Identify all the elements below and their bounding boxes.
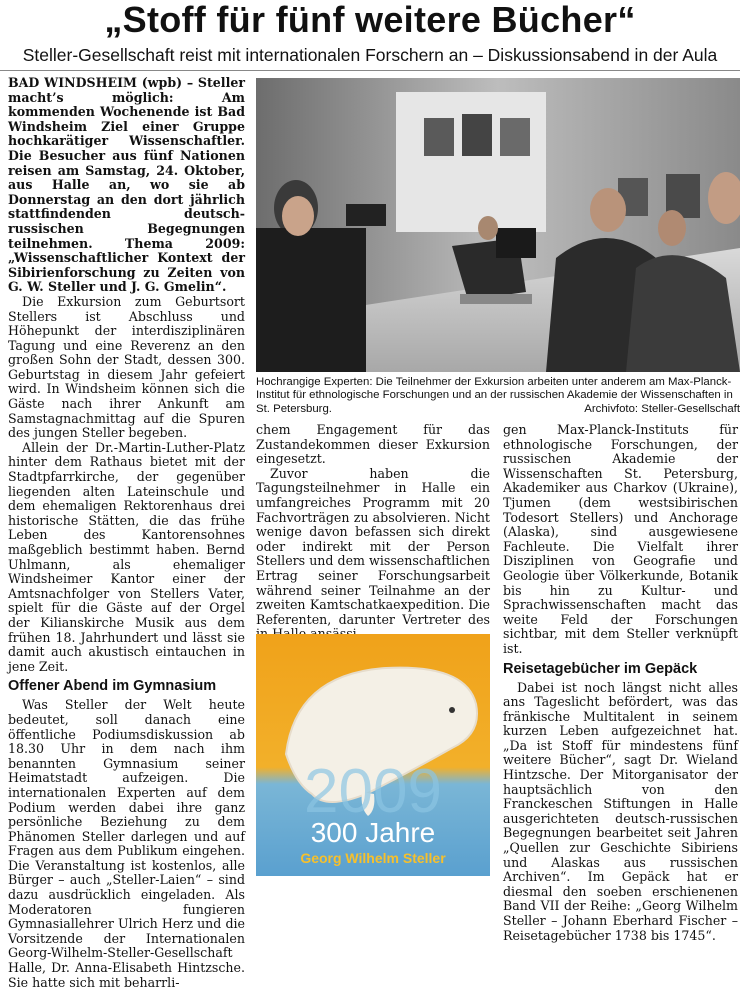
- conference-photo-image: [256, 78, 740, 372]
- poster-title: 300 Jahre: [310, 817, 436, 848]
- paragraph: Die Exkursion zum Geburtsort Stellers ist Abschluss und Höhepunkt der interdisziplinären Tagung und eine Reverenz an den großen Sohn der Stadt, dessen 300. Geburtstag in diesem Jahr gefeiert wird. In Windsheim können sich die Gäste nach ihrer Ankunft am Samstagnachmittag auf die Spuren des jungen Steller begeben.: [8, 293, 245, 441]
- column-3: [503, 423, 738, 943]
- photo-caption: [256, 376, 740, 416]
- section-heading: Offener Abend im Gymnasium: [8, 678, 217, 695]
- paragraph: Dabei ist noch längst nicht alles ans Tageslicht befördert, was das fränkische Multitalent in seinem kurzen Leben aufgezeichnet hat. „Da ist Stoff für mindestens fünf weitere Bücher“, sagt Dr. Wieland Hintzsche. Der Mitorganisator der hauptsächlich von den Franckeschen Stiftungen in Halle ausgerichteten deutsch-russischen Begegnungen bearbeitet seit Jahren „Quellen zur Geschichte Sibiriens und Alaskas aus russischen Archiven“. Im Gepäck hat er diesmal den soeben erschienenen Band VII der Reihe: „Georg Wilhelm Steller – Johann Eberhard Fischer – Reisetagebücher 1738 bis 1745“.: [503, 679, 738, 943]
- photo-credit: Archivfoto: Steller-Gesellschaft: [584, 402, 740, 415]
- poster-year: 2009: [304, 757, 442, 826]
- paragraph: gen Max-Planck-Instituts für ethnologische Forschungen, der russischen Akademie der Wissenschaften St. Petersburg, Akademiker aus Charkov (Ukraine), Tjumen (dem westsibirischen Todesort Stellers) und Anchorage (Alaska), sind ausgewiesene Fachleute. Die Vielfalt ihrer Disziplinen von Geografie und Geologie über Völkerkunde, Botanik bis hin zu Kultur- und Sprachwissenschaften macht das weite Feld der Forschungen sichtbar, mit dem Steller verknüpft ist.: [503, 422, 738, 656]
- lead-paragraph: BAD WINDSHEIM (wpb) – Steller macht’s möglich: Am kommenden Wochenende ist Bad Windsheim Ziel einer Gruppe hochkarätiger Wissenschaftler. Die Besucher aus fünf Nationen reisen am Samstag, 24. Oktober, aus Halle an, wo sie ab Donnerstag an den dort jährlich stattfindenden deutsch-russischen Begegnungen teilnehmen. Thema 2009: „Wissenschaftlicher Kontext der Sibirienforschung zu Zeiten von G. W. Steller und J. G. Gmelin“.: [8, 75, 245, 295]
- paragraph: Was Steller der Welt heute bedeutet, soll danach eine öffentliche Podiumsdiskussion ab 18.30 Uhr in dem nach ihm benannten Gymnasium seiner Heimatstadt aufzeigen. Die internationalen Experten auf dem Podium werden dabei ihre ganz persönliche Beziehung zu dem Phänomen Steller darlegen und auf Fragen aus dem Publikum eingehen. Die Veranstaltung ist kostenlos, alle Bürger – auch „Steller-Laien“ – sind dazu ausdrücklich eingeladen. Als Moderatoren fungieren Gymnasiallehrer Ulrich Herz und die Vorsitzende der Internationalen Georg-Wilhelm-Steller-Gesellschaft Halle, Dr. Anna-Elisabeth Hintzsche. Sie hatte sich mit beharrli-: [8, 697, 245, 990]
- column-2: [256, 423, 490, 642]
- divider: [0, 70, 740, 71]
- poster-subtitle: Georg Wilhelm Steller: [300, 850, 446, 866]
- headline: „Stoff für fünf weitere Bücher“: [104, 0, 636, 40]
- caption-text: Hochrangige Experten: Die Teilnehmer der Exkursion arbeiten unter anderem am Max-Planck-Institut für ethnologische Forschungen und an der russischen Akademie der Wissenschaften in St. Petersburg.: [256, 376, 733, 415]
- paragraph: chem Engagement für das Zustandekommen dieser Exkursion eingesetzt.: [256, 422, 490, 467]
- anniversary-poster: [256, 634, 490, 876]
- section-heading: Reisetagebücher im Gepäck: [503, 660, 698, 677]
- subheadline: Steller-Gesellschaft reist mit internationalen Forschern an – Diskussionsabend in der Aula: [22, 45, 718, 65]
- conference-photo: [256, 78, 740, 372]
- paragraph: Zuvor haben die Tagungsteilnehmer in Halle ein umfangreiches Programm mit 20 Fachvorträgen zu absolvieren. Nicht wenige davon befassen sich direkt oder indirekt mit der Person Stellers und dem wissenschaftlichen Ertrag seiner Forschungsarbeit während seiner Teilnahme an der zweiten Kamtschatkaexpedition. Die Referenten, darunter Vertreter des: [256, 465, 490, 627]
- column-1: [8, 76, 245, 990]
- paragraph: Allein der Dr.-Martin-Luther-Platz hinter dem Rathaus bietet mit der Stadtpfarrkirche, der gegenüber liegenden alten Lateinschule und dem ehemaligen Rektorenhaus drei historische Stätten, die das frühe Leben des Kantorensohnes maßgeblich bestimmt haben. Bernd Uhlmann, als ehemaliger Windsheimer Kantor einer der Amtsnachfolger von Stellers Vater, spielt für die Gäste auf der Orgel der Kilianskirche Musik aus dem frühen 18. Jahrhundert und lässt sie damit auch akustisch eintauchen in jene Zeit.: [8, 439, 245, 674]
